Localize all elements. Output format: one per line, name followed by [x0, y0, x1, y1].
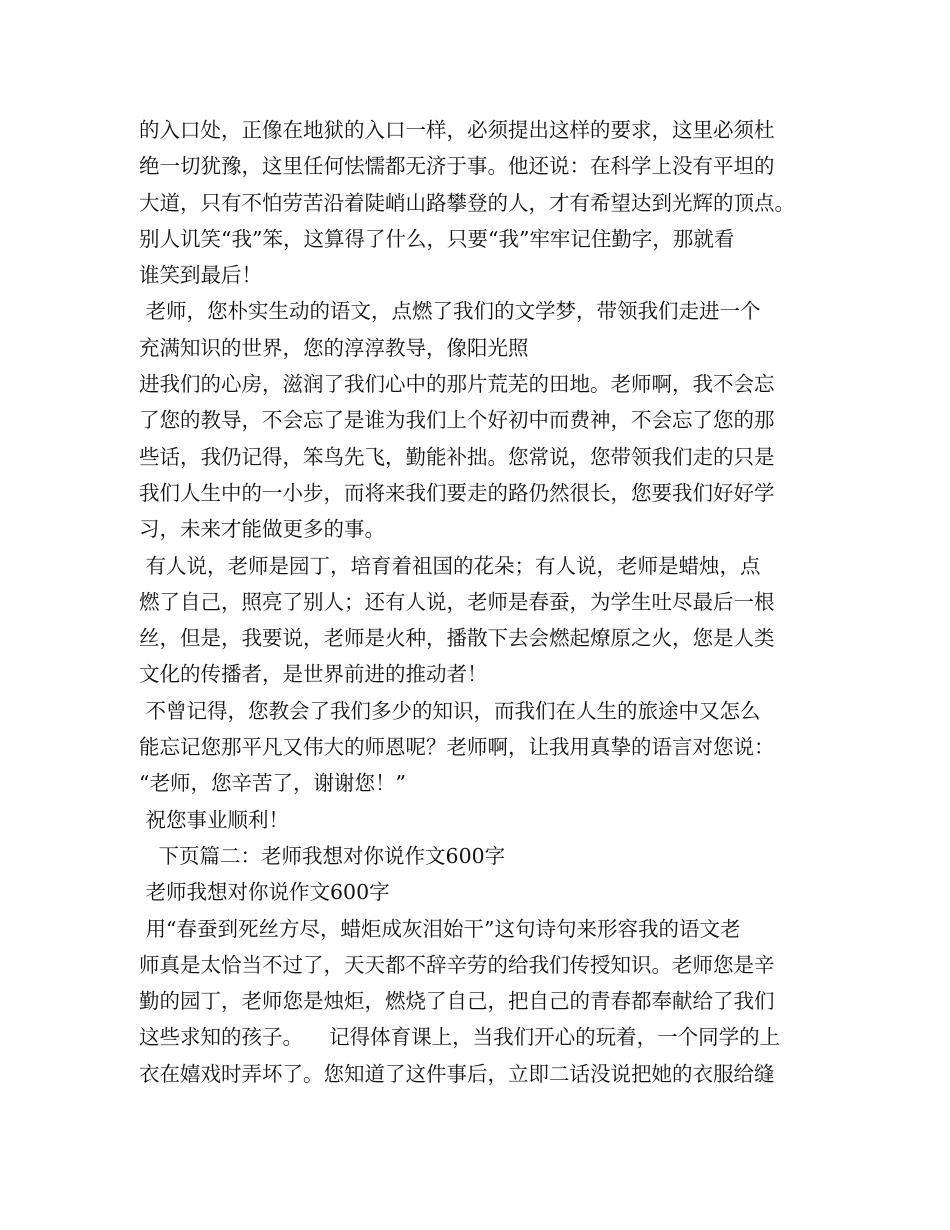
text-line: 祝您事业顺利！: [139, 807, 290, 832]
text-line: 丝，但是，我要说，老师是火种，播散下去会燃起燎原之火，您是人类: [139, 626, 775, 651]
text-line: 师真是太恰当不过了，天天都不辞辛劳的给我们传授知识。老师您是辛: [139, 952, 775, 977]
text-line: 进我们的心房，滋润了我们心中的那片荒芜的田地。老师啊，我不会忘: [139, 372, 775, 397]
article-title: 老师我想对你说作文600字: [139, 880, 390, 905]
text-line: 绝一切犹豫，这里任何怯懦都无济于事。他还说：在科学上没有平坦的: [139, 154, 775, 179]
text-line: 燃了自己，照亮了别人；还有人说，老师是春蚕，为学生吐尽最后一根: [139, 589, 775, 614]
text-line: 了您的教导，不会忘了是谁为我们上个好初中而费神，不会忘了您的那: [139, 408, 775, 433]
text-line: 习，未来才能做更多的事。: [139, 517, 385, 542]
document-body: [139, 112, 839, 1092]
section-heading: 下页篇二：老师我想对你说作文600字: [139, 843, 506, 868]
text-line: 些话，我仍记得，笨鸟先飞，勤能补拙。您常说，您带领我们走的只是: [139, 444, 775, 469]
text-line: 这些求知的孩子。 记得体育课上，当我们开心的玩着，一个同学的上: [139, 1025, 781, 1050]
text-line: 我们人生中的一小步，而将来我们要走的路仍然很长，您要我们好好学: [139, 480, 775, 505]
text-line: 勤的园丁，老师您是烛炬，燃烧了自己，把自己的青春都奉献给了我们: [139, 989, 775, 1014]
text-line: 别人讥笑“我”笨，这算得了什么，只要“我”牢牢记住勤字，那就看: [139, 226, 735, 251]
text-line: 老师，您朴实生动的语文，点燃了我们的文学梦，带领我们走进一个: [139, 299, 761, 324]
text-line: 的入口处，正像在地狱的入口一样，必须提出这样的要求，这里必须杜: [139, 118, 775, 142]
text-line: 能忘记您那平凡又伟大的师恩呢？老师啊，让我用真挚的语言对您说：: [139, 735, 775, 760]
text-line: 大道，只有不怕劳苦沿着陡峭山路攀登的人，才有希望达到光辉的顶点。: [139, 190, 795, 215]
text-line: 用“春蚕到死丝方尽，蜡炬成灰泪始干”这句诗句来形容我的语文老: [139, 916, 741, 941]
text-line: 有人说，老师是园丁，培育着祖国的花朵；有人说，老师是蜡烛，点: [139, 553, 761, 578]
text-line: 衣在嬉戏时弄坏了。您知道了这件事后，立即二话没说把她的衣服给缝: [139, 1061, 775, 1086]
text-line: 谁笑到最后！: [139, 263, 262, 288]
text-line: 不曾记得，您教会了我们多少的知识，而我们在人生的旅途中又怎么: [139, 698, 761, 723]
text-line: 充满知识的世界，您的淳淳教导，像阳光照: [139, 335, 529, 360]
text-line: “老师，您辛苦了，谢谢您！”: [139, 771, 406, 796]
text-line: 文化的传播者，是世界前进的推动者！: [139, 662, 488, 687]
